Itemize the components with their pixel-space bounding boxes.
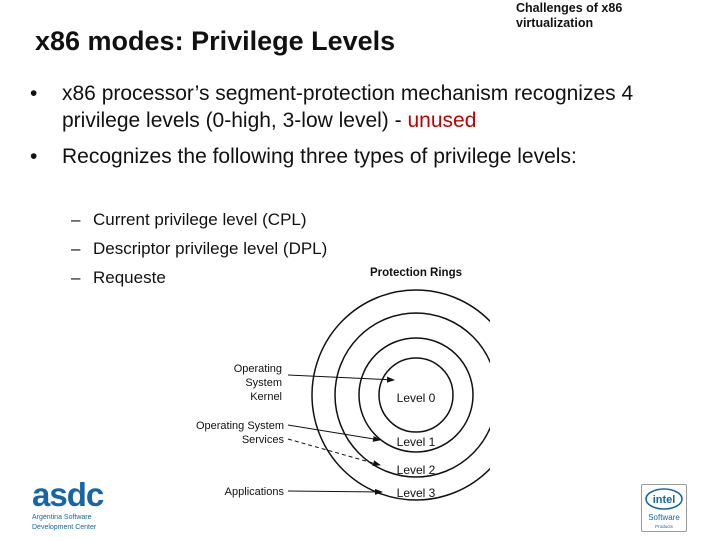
bullet-marker: • <box>30 82 38 105</box>
asdc-logo <box>32 478 142 532</box>
section-label: Challenges of x86 virtualization <box>516 1 623 30</box>
ring-label: Level 1 <box>396 435 436 449</box>
ring-label: Level 3 <box>396 486 436 500</box>
callout-line: Kernel <box>250 391 282 403</box>
callout-arrow <box>288 375 394 380</box>
intel-software-logo <box>641 484 687 532</box>
sub-bullet-text: Current privilege level (CPL) <box>93 210 307 229</box>
intel-logo-icon <box>642 485 686 531</box>
protection-rings-figure <box>172 262 490 510</box>
ring-label: Level 2 <box>396 463 436 477</box>
callout-arrow <box>288 491 382 492</box>
slide-title: x86 modes: Privilege Levels <box>35 26 396 56</box>
callout-line: Operating System <box>195 420 284 432</box>
callout-line: System <box>245 377 282 389</box>
intel-subtitle: Software <box>648 513 680 522</box>
ring-label: Level 0 <box>396 391 436 405</box>
callout-arrow <box>288 439 380 465</box>
callout-line: Services <box>241 434 284 446</box>
bullet-list <box>30 80 710 170</box>
protection-rings-diagram <box>172 262 490 510</box>
sub-bullet-item <box>71 205 471 234</box>
bullet-text: x86 processor’s segment-protection mechanism recognizes 4 privilege levels (0-high, 3-low level) - <box>62 82 634 132</box>
bullet-text: Recognizes the following three types of privilege levels: <box>62 145 577 168</box>
sub-bullet-text: Descriptor privilege level (DPL) <box>93 239 328 258</box>
callout-line: Operating <box>233 363 282 375</box>
bullet-item <box>30 143 710 170</box>
intel-subtitle: Products <box>655 524 673 529</box>
sub-bullet-marker: – <box>71 268 81 287</box>
logo-subtitle: Development Center <box>32 524 97 531</box>
sub-bullet-marker: – <box>71 239 81 258</box>
callout-arrow <box>288 425 380 440</box>
logo-subtitle: Argentina Software <box>32 514 92 521</box>
figure-title: Protection Rings <box>369 267 463 279</box>
sub-bullet-text: Requeste <box>93 268 166 287</box>
bullet-item <box>30 80 710 134</box>
sub-bullet-marker: – <box>71 210 81 229</box>
callout-line: Applications <box>224 486 284 498</box>
intel-wordmark: intel <box>652 494 676 506</box>
bullet-marker: • <box>30 145 38 168</box>
sub-bullet-item <box>71 234 471 263</box>
bullet-highlight: unused <box>407 109 477 132</box>
logo-wordmark: asdc <box>32 476 104 513</box>
